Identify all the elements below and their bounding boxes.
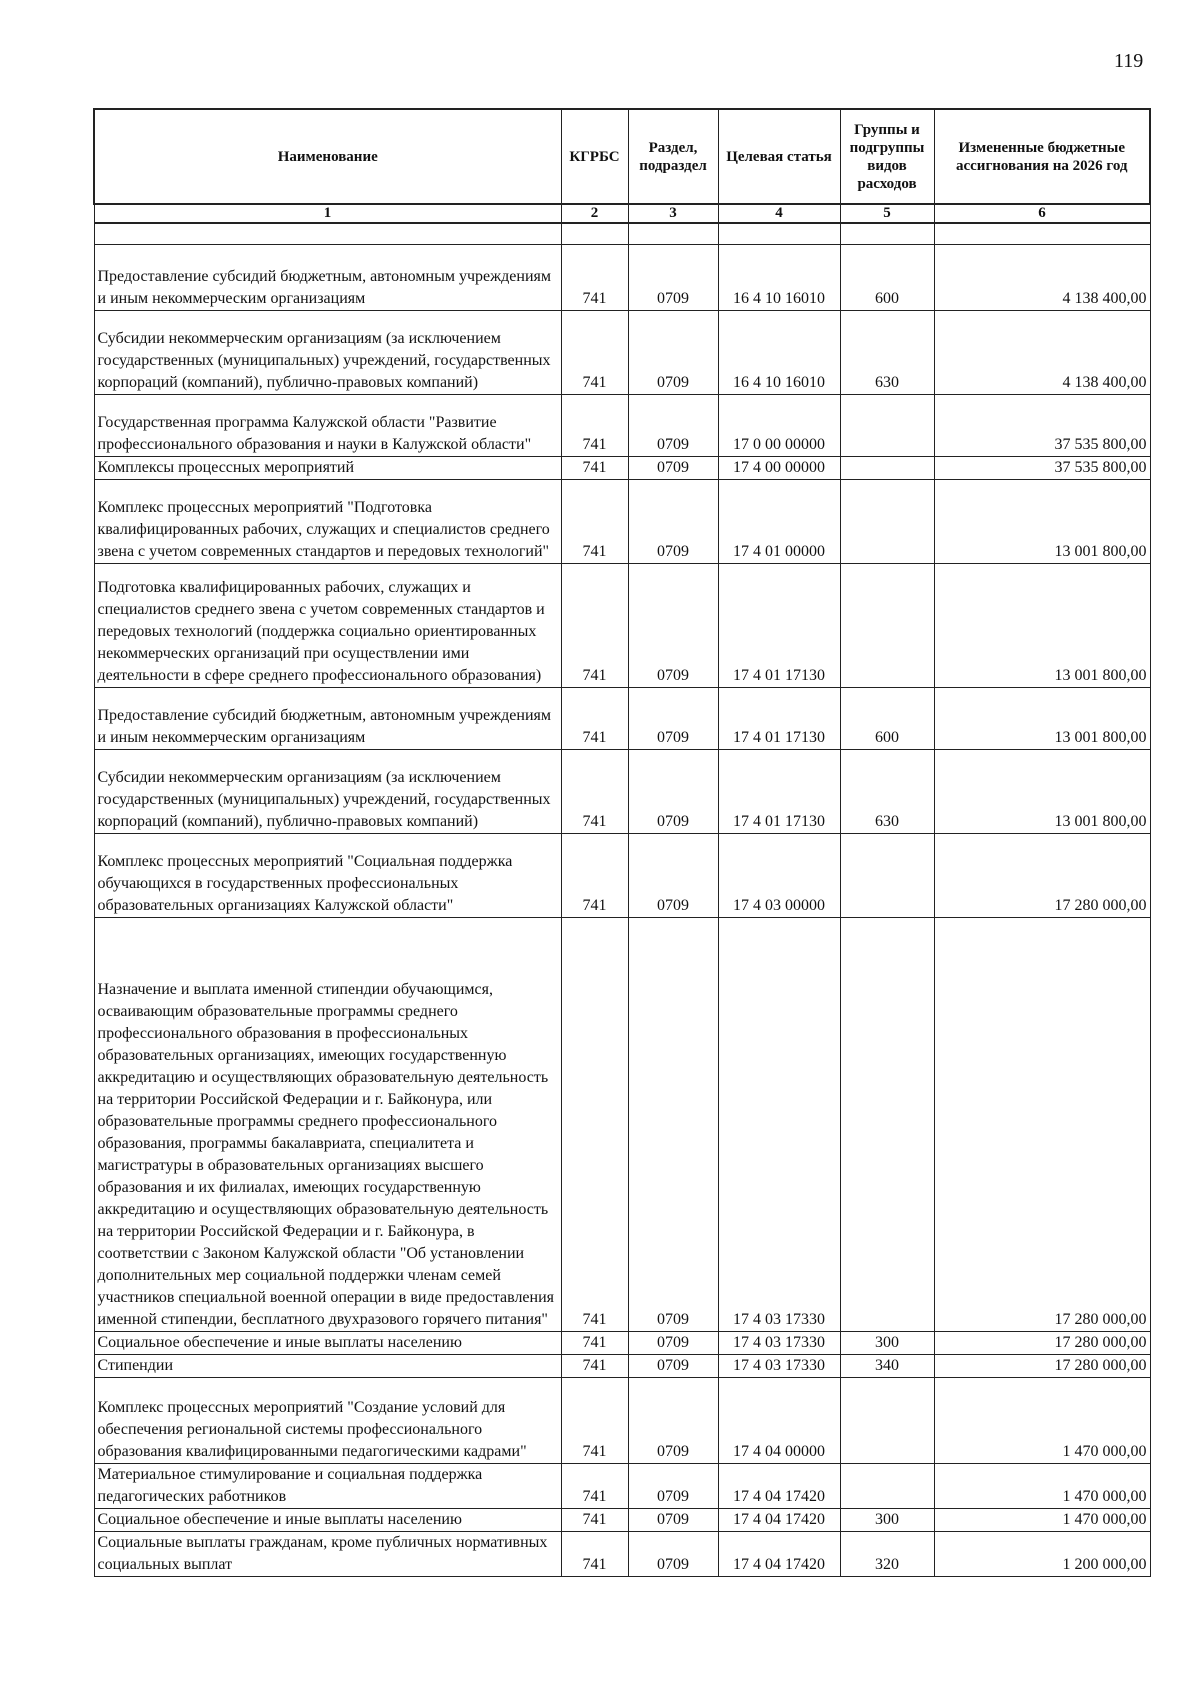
row-kgrbs-cell: 741: [561, 457, 628, 480]
row-amount-cell: 17 280 000,00: [934, 918, 1150, 1332]
header-expense-group: Группы и подгруппы видов расходов: [840, 109, 934, 204]
row-target-article-cell: 17 4 04 17420: [718, 1532, 840, 1577]
row-section-cell: 0709: [628, 1332, 718, 1355]
row-target-article-cell: 17 4 03 00000: [718, 834, 840, 918]
table-header-row: [94, 109, 1150, 204]
row-amount-cell: 37 535 800,00: [934, 457, 1150, 480]
row-kgrbs-cell: 741: [561, 1532, 628, 1577]
row-section-cell: 0709: [628, 480, 718, 564]
row-expense-group-cell: [840, 1378, 934, 1464]
table-row: [94, 480, 1150, 564]
row-expense-group-cell: 340: [840, 1355, 934, 1378]
row-target-article-cell: 17 0 00 00000: [718, 395, 840, 457]
row-amount-cell: 4 138 400,00: [934, 311, 1150, 395]
header-kgrbs: КГРБС: [561, 109, 628, 204]
row-expense-group-cell: 630: [840, 750, 934, 834]
row-expense-group-cell: [840, 457, 934, 480]
row-name-cell: Субсидии некоммерческим организациям (за исключением государственных (муниципальных) учреждений, государственных корпораций (компаний), публично-правовых компаний): [94, 750, 561, 834]
row-target-article-cell: 17 4 01 17130: [718, 750, 840, 834]
column-number: 6: [934, 204, 1150, 223]
row-amount-cell: 37 535 800,00: [934, 395, 1150, 457]
row-expense-group-cell: 300: [840, 1332, 934, 1355]
row-target-article-cell: 17 4 04 00000: [718, 1378, 840, 1464]
spacer-row: [94, 223, 1150, 245]
row-kgrbs-cell: 741: [561, 564, 628, 688]
row-target-article-cell: 17 4 03 17330: [718, 1355, 840, 1378]
row-name-cell: Субсидии некоммерческим организациям (за исключением государственных (муниципальных) учреждений, государственных корпораций (компаний), публично-правовых компаний): [94, 311, 561, 395]
row-section-cell: 0709: [628, 1355, 718, 1378]
row-section-cell: 0709: [628, 1378, 718, 1464]
column-number: 4: [718, 204, 840, 223]
column-number: 3: [628, 204, 718, 223]
row-section-cell: 0709: [628, 1464, 718, 1509]
column-number: 2: [561, 204, 628, 223]
row-amount-cell: 17 280 000,00: [934, 834, 1150, 918]
row-amount-cell: 13 001 800,00: [934, 564, 1150, 688]
header-section: Раздел, подраздел: [628, 109, 718, 204]
row-kgrbs-cell: 741: [561, 688, 628, 750]
table-row: [94, 688, 1150, 750]
row-expense-group-cell: [840, 1464, 934, 1509]
row-amount-cell: 1 470 000,00: [934, 1509, 1150, 1532]
row-expense-group-cell: 600: [840, 245, 934, 311]
row-section-cell: 0709: [628, 750, 718, 834]
row-name-cell: Социальные выплаты гражданам, кроме публичных нормативных социальных выплат: [94, 1532, 561, 1577]
row-kgrbs-cell: 741: [561, 395, 628, 457]
row-target-article-cell: 17 4 00 00000: [718, 457, 840, 480]
row-section-cell: 0709: [628, 564, 718, 688]
row-target-article-cell: 17 4 03 17330: [718, 1332, 840, 1355]
header-target-article: Целевая статья: [718, 109, 840, 204]
row-section-cell: 0709: [628, 245, 718, 311]
row-name-cell: Материальное стимулирование и социальная поддержка педагогических работников: [94, 1464, 561, 1509]
row-target-article-cell: 17 4 01 17130: [718, 688, 840, 750]
header-amount: Измененные бюджетные ассигнования на 2026 год: [934, 109, 1150, 204]
row-amount-cell: 13 001 800,00: [934, 480, 1150, 564]
row-kgrbs-cell: 741: [561, 1378, 628, 1464]
row-target-article-cell: 17 4 01 00000: [718, 480, 840, 564]
row-amount-cell: 1 200 000,00: [934, 1532, 1150, 1577]
row-kgrbs-cell: 741: [561, 311, 628, 395]
row-amount-cell: 17 280 000,00: [934, 1332, 1150, 1355]
row-name-cell: Социальное обеспечение и иные выплаты населению: [94, 1509, 561, 1532]
row-target-article-cell: 16 4 10 16010: [718, 311, 840, 395]
row-amount-cell: 1 470 000,00: [934, 1464, 1150, 1509]
row-section-cell: 0709: [628, 1509, 718, 1532]
table-row: [94, 834, 1150, 918]
row-expense-group-cell: 630: [840, 311, 934, 395]
row-target-article-cell: 17 4 01 17130: [718, 564, 840, 688]
row-name-cell: Предоставление субсидий бюджетным, автономным учреждениям и иным некоммерческим организациям: [94, 245, 561, 311]
row-expense-group-cell: 300: [840, 1509, 934, 1532]
row-expense-group-cell: 600: [840, 688, 934, 750]
row-name-cell: Подготовка квалифицированных рабочих, служащих и специалистов среднего звена с учетом современных стандартов и передовых технологий (поддержка социально ориентированных некоммерческих организаций при осуществлении ими деятельности в сфере среднего профессионального образования): [94, 564, 561, 688]
table-row: [94, 750, 1150, 834]
row-name-cell: Комплекс процессных мероприятий "Подготовка квалифицированных рабочих, служащих и специалистов среднего звена с учетом современных стандартов и передовых технологий": [94, 480, 561, 564]
table-row: [94, 1378, 1150, 1464]
table-row: [94, 918, 1150, 1332]
row-name-cell: Социальное обеспечение и иные выплаты населению: [94, 1332, 561, 1355]
header-name: Наименование: [94, 109, 561, 204]
row-expense-group-cell: [840, 395, 934, 457]
row-amount-cell: 4 138 400,00: [934, 245, 1150, 311]
row-kgrbs-cell: 741: [561, 750, 628, 834]
row-name-cell: Государственная программа Калужской области "Развитие профессионального образования и науки в Калужской области": [94, 395, 561, 457]
row-kgrbs-cell: 741: [561, 480, 628, 564]
table-row: [94, 457, 1150, 480]
row-kgrbs-cell: 741: [561, 245, 628, 311]
table-row: [94, 245, 1150, 311]
row-expense-group-cell: 320: [840, 1532, 934, 1577]
row-kgrbs-cell: 741: [561, 1355, 628, 1378]
row-target-article-cell: 17 4 04 17420: [718, 1509, 840, 1532]
table-row: [94, 1509, 1150, 1532]
row-name-cell: Предоставление субсидий бюджетным, автономным учреждениям и иным некоммерческим организациям: [94, 688, 561, 750]
row-name-cell: Комплексы процессных мероприятий: [94, 457, 561, 480]
page-number: 119: [1114, 50, 1144, 72]
row-section-cell: 0709: [628, 918, 718, 1332]
column-number-row: [94, 204, 1150, 223]
row-expense-group-cell: [840, 918, 934, 1332]
table-row: [94, 1332, 1150, 1355]
row-amount-cell: 17 280 000,00: [934, 1355, 1150, 1378]
column-number: 5: [840, 204, 934, 223]
row-expense-group-cell: [840, 834, 934, 918]
row-kgrbs-cell: 741: [561, 834, 628, 918]
row-section-cell: 0709: [628, 457, 718, 480]
row-kgrbs-cell: 741: [561, 1464, 628, 1509]
row-expense-group-cell: [840, 480, 934, 564]
table-row: [94, 1355, 1150, 1378]
row-section-cell: 0709: [628, 688, 718, 750]
row-kgrbs-cell: 741: [561, 918, 628, 1332]
column-number: 1: [94, 204, 561, 223]
row-section-cell: 0709: [628, 395, 718, 457]
budget-table: [93, 108, 1151, 1577]
row-name-cell: Стипендии: [94, 1355, 561, 1378]
row-section-cell: 0709: [628, 834, 718, 918]
row-amount-cell: 13 001 800,00: [934, 688, 1150, 750]
row-target-article-cell: 17 4 03 17330: [718, 918, 840, 1332]
row-target-article-cell: 16 4 10 16010: [718, 245, 840, 311]
row-expense-group-cell: [840, 564, 934, 688]
row-amount-cell: 13 001 800,00: [934, 750, 1150, 834]
row-section-cell: 0709: [628, 311, 718, 395]
table-row: [94, 1532, 1150, 1577]
row-kgrbs-cell: 741: [561, 1332, 628, 1355]
row-kgrbs-cell: 741: [561, 1509, 628, 1532]
table-row: [94, 395, 1150, 457]
row-amount-cell: 1 470 000,00: [934, 1378, 1150, 1464]
table-row: [94, 564, 1150, 688]
table-row: [94, 311, 1150, 395]
table-body: [94, 223, 1150, 1577]
row-name-cell: Назначение и выплата именной стипендии обучающимся, осваивающим образовательные программы среднего профессионального образования в профессиональных образовательных организациях, имеющих государственную аккредитацию и осуществляющих образовательную деятельность на территории Российской Федерации и г. Байконура, или образовательные программы среднего профессионального образования, программы бакалавриата, специалитета и магистратуры в образовательных организациях высшего образования и их филиалах, имеющих государственную аккредитацию и осуществляющих образовательную деятельность на территории Российской Федерации и г. Байконура, в соответствии с Законом Калужской области "Об установлении дополнительных мер социальной поддержки членам семей участников специальной военной операции в виде предоставления именной стипендии, бесплатного двухразового горячего питания": [94, 918, 561, 1332]
row-name-cell: Комплекс процессных мероприятий "Социальная поддержка обучающихся в государственных профессиональных образовательных организациях Калужской области": [94, 834, 561, 918]
row-target-article-cell: 17 4 04 17420: [718, 1464, 840, 1509]
table-row: [94, 1464, 1150, 1509]
row-name-cell: Комплекс процессных мероприятий "Создание условий для обеспечения региональной системы профессионального образования квалифицированными педагогическими кадрами": [94, 1378, 561, 1464]
row-section-cell: 0709: [628, 1532, 718, 1577]
